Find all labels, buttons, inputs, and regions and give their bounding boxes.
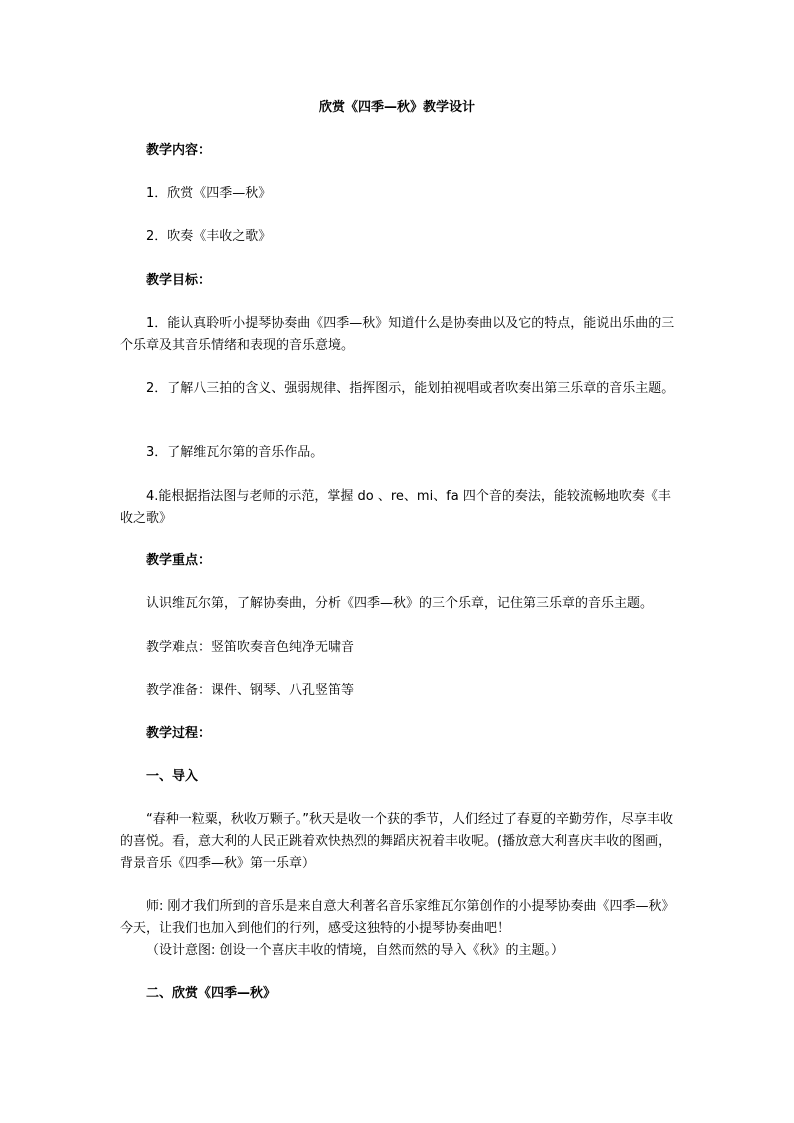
goal-3: 3．了解维瓦尔第的音乐作品。 (146, 445, 324, 460)
goal-4: 4.能根据指法图与老师的示范，掌握 do 、re、mi、fa 四个音的奏法，能较流畅地吹奏《丰收之歌》 (120, 489, 671, 526)
content-heading: 教学内容： (146, 143, 212, 158)
key-text: 认识维瓦尔第，了解协奏曲，分析《四季—秋》的三个乐章，记住第三乐章的音乐主题。 (146, 596, 654, 611)
content-item-1: 1．欣赏《四季—秋》 (146, 186, 272, 201)
goal-2: 2．了解八三拍的含义、强弱规律、指挥图示，能划拍视唱或者吹奏出第三乐章的音乐主题。 (146, 381, 675, 396)
section1-paragraph-1: “春种一粒粟，秋收万颗子。”秋天是收一个获的季节，人们经过了春夏的辛勤劳作，尽享丰收的喜悦。看，意大利的人民正跳着欢快热烈的舞蹈庆祝着丰收呢。(播放意大利喜庆丰收的图画，背景音乐《四季—秋》第一乐章） (120, 812, 673, 871)
process-heading: 教学过程： (146, 726, 212, 741)
difficulty-text: 教学难点：竖笛吹奏音色纯净无啸音 (146, 640, 355, 655)
section1-paragraph-2: 师: 刚才我们所到的音乐是来自意大利著名音乐家维瓦尔第创作的小提琴协奏曲《四季—秋》 今天，让我们也加入到他们的行列，感受这独特的小提琴协奏曲吧！ (120, 899, 675, 936)
key-heading: 教学重点： (146, 553, 212, 568)
preparation-text: 教学准备：课件、钢琴、八孔竖笛等 (146, 683, 355, 698)
goals-heading: 教学目标： (146, 273, 212, 288)
goal-1: 1．能认真聆听小提琴协奏曲《四季—秋》知道什么是协奏曲以及它的特点，能说出乐曲的三个乐章及其音乐情绪和表现的音乐意境。 (120, 316, 675, 353)
content-item-2: 2．吹奏《丰收之歌》 (146, 229, 272, 244)
section2-heading: 二、欣赏《四季—秋》 (146, 986, 277, 1001)
section1-heading: 一、导入 (146, 769, 199, 784)
document-title: 欣赏《四季—秋》教学设计 (318, 100, 475, 115)
section1-design-note: （设计意图: 创设一个喜庆丰收的情境，自然而然的导入《秋》的主题。） (146, 943, 565, 958)
